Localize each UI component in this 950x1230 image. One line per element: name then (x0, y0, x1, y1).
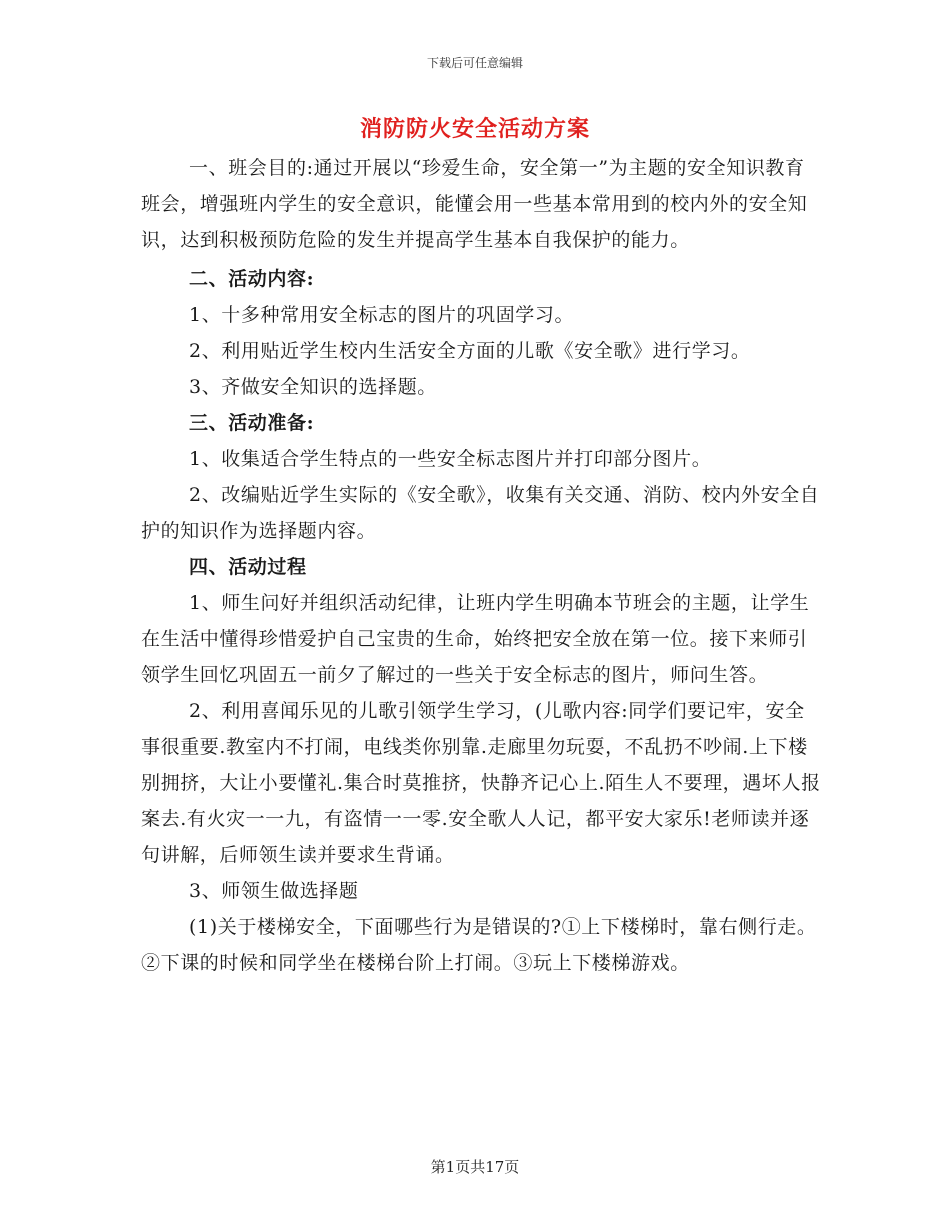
question-item: (1)关于楼梯安全，下面哪些行为是错误的?①上下楼梯时，靠右侧行走。②下课的时候和同学坐在楼梯台阶上打闹。③玩上下楼梯游戏。 (141, 916, 817, 974)
paragraph-purpose: 一、班会目的:通过开展以“珍爱生命，安全第一”为主题的安全知识教育班会，增强班内学生的安全意识，能懂会用一些基本常用到的校内外的安全知识，达到积极预防危险的发生并提高学生基本自我保护的能力。 (141, 157, 808, 251)
list-item: 3、师领生做选择题 (189, 880, 359, 902)
list-item: 1、十多种常用安全标志的图片的巩固学习。 (189, 304, 575, 326)
list-item: 2、利用喜闻乐见的儿歌引领学生学习，(儿歌内容:同学们要记牢，安全事很重要.教室内不打闹，电线类你别靠.走廊里勿玩耍，不乱扔不吵闹.上下楼别拥挤，大让小要懂礼.集合时莫推挤，快静齐记心上.陌生人不要理，遇坏人报案去.有火灾一一九，有盗情一一零.安全歌人人记，都平安大家乐!老师读并逐句讲解，后师领生读并要求生背诵。 (141, 700, 821, 866)
list-item: 1、收集适合学生特点的一些安全标志图片并打印部分图片。 (189, 448, 712, 470)
page-header-note: 下载后可任意编辑 (426, 56, 523, 70)
list-item: 3、齐做安全知识的选择题。 (189, 376, 437, 398)
list-item: 2、利用贴近学生校内生活安全方面的儿歌《安全歌》进行学习。 (189, 340, 751, 362)
heading-activity-process: 四、活动过程 (189, 556, 307, 578)
list-item: 1、师生问好并组织活动纪律，让班内学生明确本节班会的主题，让学生在生活中懂得珍惜爱护自己宝贵的生命，始终把安全放在第一位。接下来师引领学生回忆巩固五一前夕了解过的一些关于安全标志的图片，师问生答。 (141, 592, 810, 686)
document-title: 消防防火安全活动方案 (359, 116, 590, 142)
heading-activity-content: 二、活动内容: (189, 268, 315, 290)
page-number: 第1页共17页 (430, 1158, 520, 1176)
heading-activity-preparation: 三、活动准备: (189, 412, 315, 434)
list-item: 2、改编贴近学生实际的《安全歌》，收集有关交通、消防、校内外安全自护的知识作为选择题内容。 (141, 484, 820, 542)
document-body (141, 150, 821, 981)
